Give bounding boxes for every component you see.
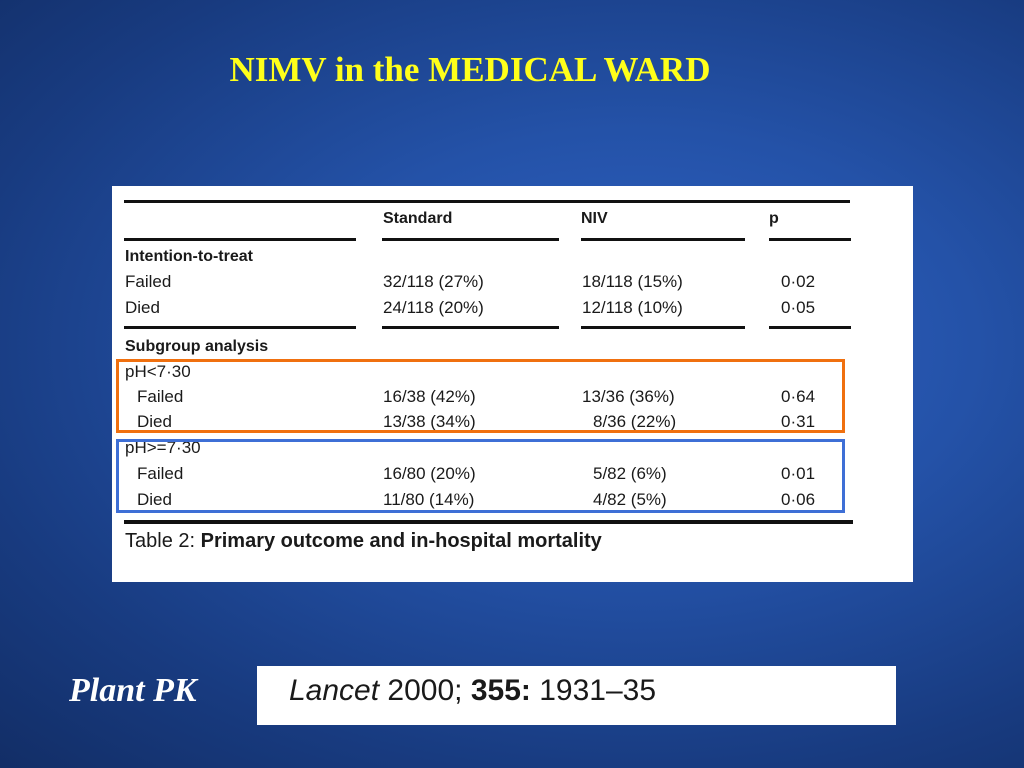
table-cell-niv: 12/118 (10%) bbox=[582, 298, 683, 317]
table-top-rule bbox=[124, 200, 850, 203]
header-rule-label bbox=[124, 238, 356, 241]
citation-year: 2000; bbox=[379, 674, 471, 707]
highlight-box-ph-high bbox=[116, 439, 845, 513]
citation-text bbox=[289, 674, 656, 708]
citation-pages: 1931–35 bbox=[530, 674, 657, 707]
table-cell-standard: 16/38 (42%) bbox=[383, 387, 476, 406]
table-cell-niv: 13/36 (36%) bbox=[582, 387, 675, 406]
table-cell-niv: 4/82 (5%) bbox=[593, 490, 667, 509]
header-rule-standard bbox=[382, 238, 559, 241]
citation-journal: Lancet bbox=[289, 674, 380, 707]
citation-panel bbox=[257, 666, 896, 725]
table-caption-prefix: Table 2: bbox=[125, 530, 201, 552]
section-heading-itt: Intention-to-treat bbox=[125, 248, 253, 265]
section-rule-p bbox=[769, 326, 851, 329]
author-label: Plant PK bbox=[69, 672, 197, 709]
table-cell-niv: 18/118 (15%) bbox=[582, 272, 683, 291]
table-cell-p: 0·02 bbox=[781, 272, 816, 291]
table-cell-standard: 11/80 (14%) bbox=[383, 490, 475, 509]
table-row-label: Died bbox=[137, 412, 172, 431]
table-caption bbox=[125, 530, 602, 553]
section-rule-niv bbox=[581, 326, 745, 329]
table-caption-title: Primary outcome and in-hospital mortality bbox=[200, 530, 602, 552]
table-cell-p: 0·31 bbox=[781, 412, 816, 431]
table-cell-p: 0·64 bbox=[781, 387, 816, 406]
table-row-label: Died bbox=[125, 298, 160, 317]
subgroup-label-ph-low: pH<7·30 bbox=[125, 362, 191, 381]
table-cell-standard: 32/118 (27%) bbox=[383, 272, 484, 291]
results-table bbox=[112, 186, 913, 582]
table-cell-niv: 5/82 (6%) bbox=[593, 464, 667, 483]
table-cell-standard: 16/80 (20%) bbox=[383, 464, 476, 483]
column-header-p: p bbox=[769, 210, 779, 227]
table-row-label: Failed bbox=[137, 387, 184, 406]
table-row-label: Died bbox=[137, 490, 172, 509]
citation-volume: 355: bbox=[470, 674, 531, 707]
table-cell-niv: 8/36 (22%) bbox=[593, 412, 677, 431]
section-rule-standard bbox=[382, 326, 559, 329]
table-cell-p: 0·05 bbox=[781, 298, 816, 317]
header-rule-p bbox=[769, 238, 851, 241]
subgroup-label-ph-high: pH>=7·30 bbox=[125, 438, 201, 457]
table-cell-p: 0·06 bbox=[781, 490, 816, 509]
table-bottom-rule bbox=[124, 520, 853, 524]
column-header-standard: Standard bbox=[383, 210, 453, 227]
table-cell-p: 0·01 bbox=[781, 464, 816, 483]
section-rule-label bbox=[124, 326, 356, 329]
header-rule-niv bbox=[581, 238, 745, 241]
table-row-label: Failed bbox=[125, 272, 172, 291]
table-cell-standard: 13/38 (34%) bbox=[383, 412, 476, 431]
section-heading-subgroup: Subgroup analysis bbox=[125, 338, 269, 355]
column-header-niv: NIV bbox=[581, 210, 608, 227]
table-row-label: Failed bbox=[137, 464, 184, 483]
highlight-box-ph-low bbox=[116, 359, 845, 433]
table-cell-standard: 24/118 (20%) bbox=[383, 298, 484, 317]
slide-title: NIMV in the MEDICAL WARD bbox=[229, 50, 711, 89]
